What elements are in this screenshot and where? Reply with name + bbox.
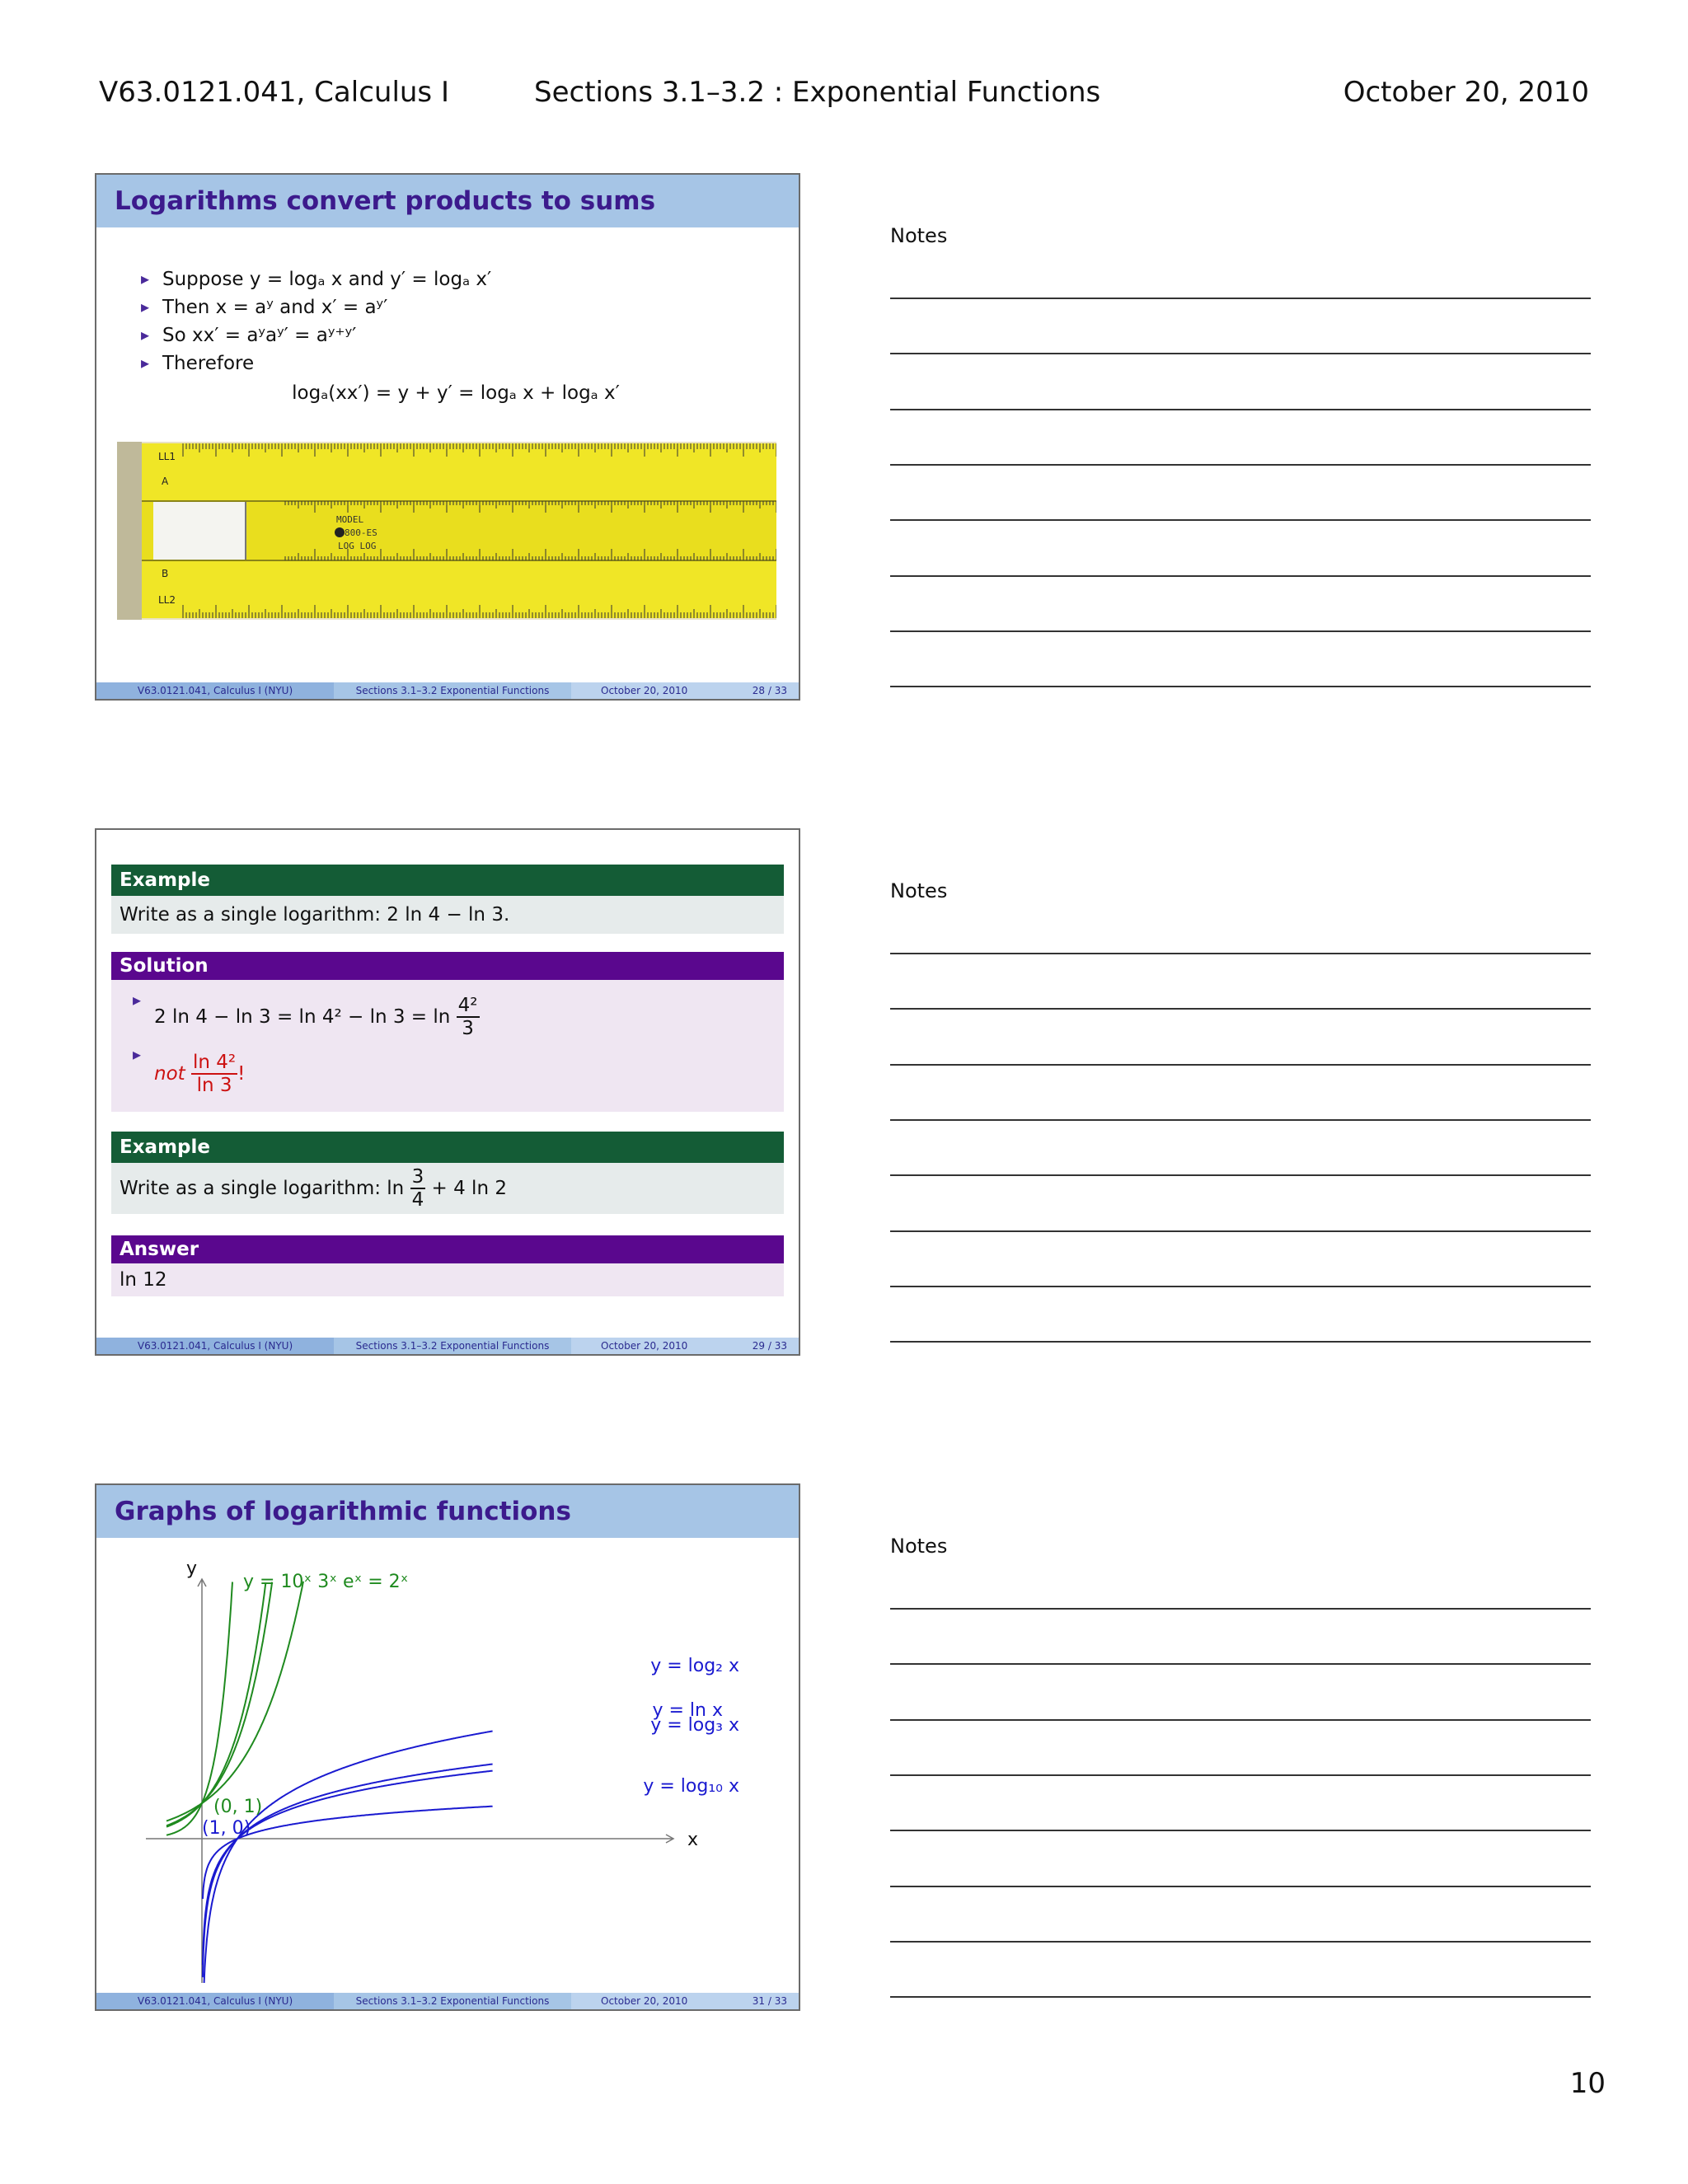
footer-section: Sections 3.1–3.2 Exponential Functions (334, 1338, 571, 1354)
footer-right (571, 1993, 799, 2009)
footer-section: Sections 3.1–3.2 Exponential Functions (334, 1993, 571, 2009)
note-line (890, 1663, 1591, 1665)
point-0-1: (0, 1) (213, 1797, 263, 1817)
rule-dot (335, 527, 345, 537)
slide-footer (96, 682, 799, 699)
rule-label-ll2: LL2 (158, 594, 176, 606)
y-axis-label: y (185, 1558, 197, 1579)
notes-label: Notes (890, 1535, 948, 1558)
note-line (890, 1886, 1591, 1887)
footer-page: 29 / 33 (752, 1340, 787, 1352)
notes-label: Notes (890, 224, 948, 247)
note-line (890, 630, 1591, 632)
curve-log-0 (203, 1732, 493, 1984)
bullet-item (138, 353, 799, 374)
answer-head: Answer (111, 1235, 784, 1263)
note-line (890, 519, 1591, 521)
bullet-text: Therefore (162, 353, 255, 374)
solution-text: ▸ 2 ln 4 − ln 3 = ln 4² − ln 3 = ln (154, 1006, 451, 1028)
note-line (890, 1286, 1591, 1287)
not-text: ▸ not (154, 1063, 185, 1085)
curve-exp-0 (166, 1582, 303, 1821)
note-line (890, 1064, 1591, 1066)
note-line (890, 686, 1591, 687)
note-line (890, 1230, 1591, 1232)
slide-28 (95, 173, 800, 701)
solution-item (129, 990, 776, 1044)
footer-date: October 20, 2010 (601, 1340, 688, 1352)
slide-rule-image (117, 442, 776, 620)
example-body: Write as a single logarithm: 2 ln 4 − ln 3. (111, 896, 784, 934)
note-line (890, 409, 1591, 410)
log-exp-graph (96, 1538, 799, 1983)
fraction-num: 3 (410, 1166, 426, 1189)
note-line (890, 1341, 1591, 1343)
footer-page: 31 / 33 (752, 1995, 787, 2007)
footer-course: V63.0121.041, Calculus I (NYU) (96, 1993, 334, 2009)
footer-right (571, 682, 799, 699)
x-axis-label: x (687, 1830, 698, 1850)
example-block-2 (111, 1132, 784, 1214)
exclamation: ! (237, 1063, 246, 1085)
fraction-num: 4² (457, 995, 480, 1018)
example-text: Write as a single logarithm: ln (120, 1178, 405, 1199)
note-line (890, 1774, 1591, 1776)
slide-footer (96, 1993, 799, 2009)
fraction-den: ln 3 (196, 1075, 232, 1096)
slide-29 (95, 828, 800, 1356)
rule-model-type: LOG LOG (338, 541, 377, 551)
page-number: 10 (1569, 2067, 1606, 2100)
fraction-num: ln 4² (191, 1052, 237, 1075)
note-line (890, 1830, 1591, 1831)
fraction-den: 4 (411, 1189, 424, 1211)
note-line (890, 1996, 1591, 1998)
solution-block (111, 952, 784, 1112)
footer-section: Sections 3.1–3.2 Exponential Functions (334, 682, 571, 699)
header-date: October 20, 2010 (1343, 76, 1589, 109)
note-line (890, 464, 1591, 466)
solution-head: Solution (111, 952, 784, 980)
note-line (890, 953, 1591, 954)
bullet-list (138, 269, 799, 374)
footer-page: 28 / 33 (752, 685, 787, 696)
exp-labels: y = 10ˣ 3ˣ eˣ = 2ˣ (243, 1572, 409, 1592)
footer-date: October 20, 2010 (601, 685, 688, 696)
bullet-text: Suppose y = logₐ x and y′ = logₐ x′ (162, 269, 492, 290)
rule-model-no: 800-ES (345, 527, 377, 538)
note-line (890, 575, 1591, 577)
note-line (890, 298, 1591, 299)
example-head: Example (111, 865, 784, 896)
fraction-den: 3 (462, 1018, 474, 1039)
label-log3: y = log₃ x (650, 1715, 739, 1736)
slide-footer (96, 1338, 799, 1354)
example-head: Example (111, 1132, 784, 1163)
fraction (191, 1052, 237, 1097)
example-body (111, 1163, 784, 1214)
solution-list (129, 990, 776, 1104)
rule-label-a: A (162, 476, 169, 487)
example-block-1 (111, 865, 784, 934)
note-line (890, 1119, 1591, 1121)
formula: logₐ(xx′) = y + y′ = logₐ x + logₐ x′ (292, 382, 620, 404)
slide-title: Graphs of logarithmic functions (96, 1485, 799, 1538)
note-line (890, 1941, 1591, 1943)
rule-label-ll1: LL1 (158, 451, 176, 462)
footer-course: V63.0121.041, Calculus I (NYU) (96, 1338, 334, 1354)
footer-right (571, 1338, 799, 1354)
curve-exp-1 (166, 1582, 265, 1826)
slide-title: Logarithms convert products to sums (96, 175, 799, 227)
point-1-0: (1, 0) (202, 1818, 251, 1839)
note-line (890, 1008, 1591, 1010)
header-section: Sections 3.1–3.2 : Exponential Functions (534, 76, 1101, 109)
footer-course: V63.0121.041, Calculus I (NYU) (96, 682, 334, 699)
answer-body: ln 12 (111, 1263, 784, 1296)
footer-date: October 20, 2010 (601, 1995, 688, 2007)
note-line (890, 1174, 1591, 1176)
note-line (890, 353, 1591, 354)
solution-body (111, 980, 784, 1112)
example-text-post: + 4 ln 2 (431, 1178, 507, 1199)
bullet-item (138, 297, 799, 318)
notes-label: Notes (890, 879, 948, 902)
fraction (457, 995, 480, 1040)
bullet-text: Then x = aʸ and x′ = aʸ′ (162, 297, 388, 318)
slide-31 (95, 1483, 800, 2011)
label-log10: y = log₁₀ x (643, 1776, 739, 1797)
bullet-item (138, 269, 799, 290)
fraction (410, 1166, 426, 1212)
bullet-text: So xx′ = aʸaʸ′ = aʸ⁺ʸ′ (162, 325, 357, 346)
note-line (890, 1719, 1591, 1721)
note-line (890, 1608, 1591, 1610)
answer-block (111, 1235, 784, 1296)
rule-model: MODEL (336, 514, 364, 525)
label-ln: y = ln x (652, 1700, 723, 1721)
solution-item (129, 1044, 776, 1104)
header-course: V63.0121.041, Calculus I (99, 76, 449, 109)
label-log2: y = log₂ x (650, 1656, 739, 1676)
bullet-item (138, 325, 799, 346)
rule-label-b: B (162, 568, 169, 579)
